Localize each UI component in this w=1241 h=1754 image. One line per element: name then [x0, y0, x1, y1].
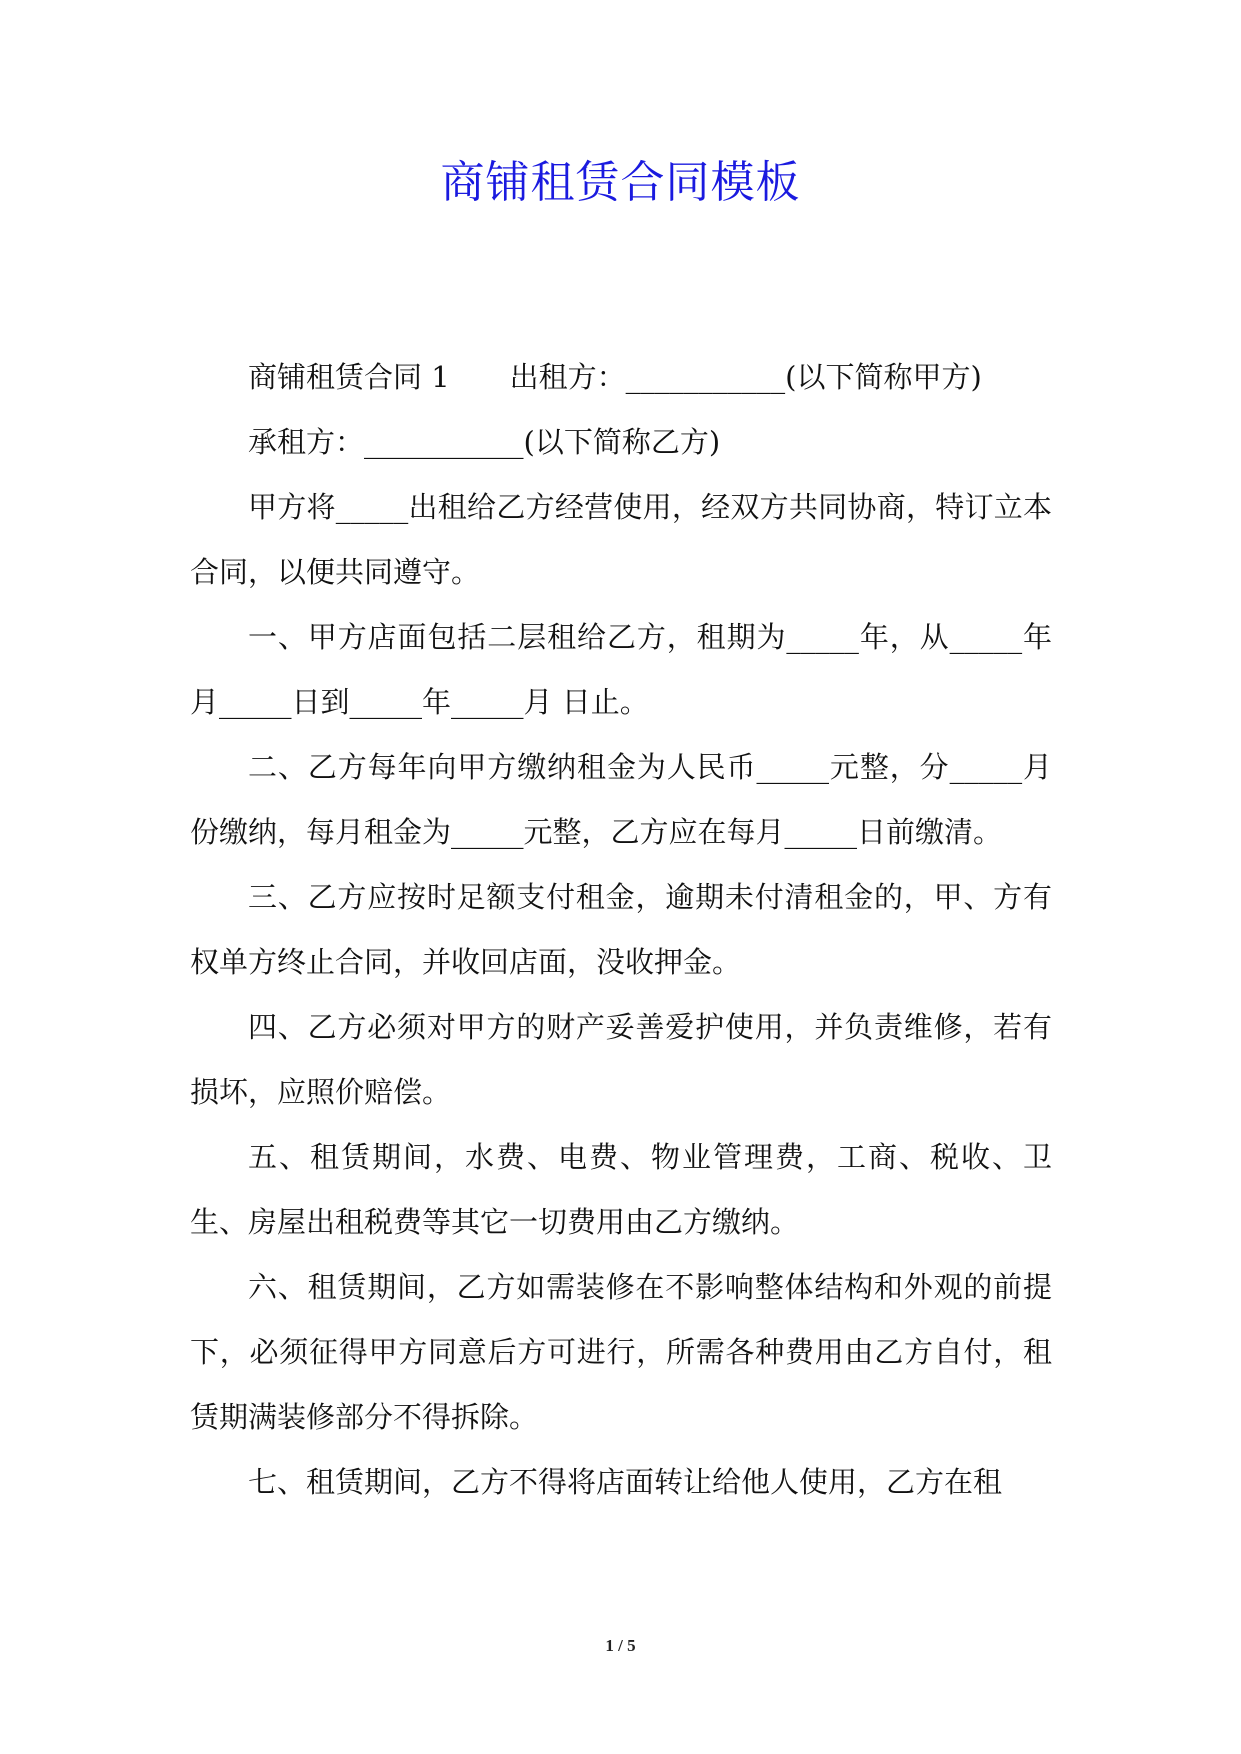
paragraph-clause-2: 二、乙方每年向甲方缴纳租金为人民币_____元整，分_____月份缴纳，每月租金为_____元整，乙方应在每月_____日前缴清。 [190, 750, 1052, 849]
paragraph-clause-7: 七、租赁期间，乙方不得将店面转让给他人使用，乙方在租 [248, 1465, 1003, 1499]
paragraph-lessee: 承租方：___________(以下简称乙方) [248, 425, 721, 459]
document-body [190, 345, 1052, 1515]
heading-paragraph [190, 345, 1052, 410]
paragraph-clause-3: 三、乙方应按时足额支付租金，逾期未付清租金的，甲、方有权单方终止合同，并收回店面，没收押金。 [190, 880, 1052, 979]
document-title: 商铺租赁合同模板 [440, 157, 801, 208]
paragraph-clause-1: 一、甲方店面包括二层租给乙方，租期为_____年，从_____年月_____日到_____年_____月 日止。 [190, 620, 1052, 719]
lessor-line: 出租方：___________(以下简称甲方) [509, 360, 982, 394]
paragraph-clause-4: 四、乙方必须对甲方的财产妥善爱护使用，并负责维修，若有损坏，应照价赔偿。 [190, 1010, 1052, 1109]
contract-label: 商铺租赁合同 1 [248, 360, 450, 394]
page-number: 1 / 5 [605, 1636, 636, 1655]
paragraph-clause-6: 六、租赁期间，乙方如需装修在不影响整体结构和外观的前提下，必须征得甲方同意后方可进行，所需各种费用由乙方自付，租赁期满装修部分不得拆除。 [190, 1270, 1052, 1434]
paragraph-intro: 甲方将_____出租给乙方经营使用，经双方共同协商，特订立本合同，以便共同遵守。 [190, 490, 1052, 589]
paragraph-clause-5: 五、租赁期间，水费、电费、物业管理费，工商、税收、卫生、房屋出租税费等其它一切费用由乙方缴纳。 [190, 1140, 1052, 1239]
